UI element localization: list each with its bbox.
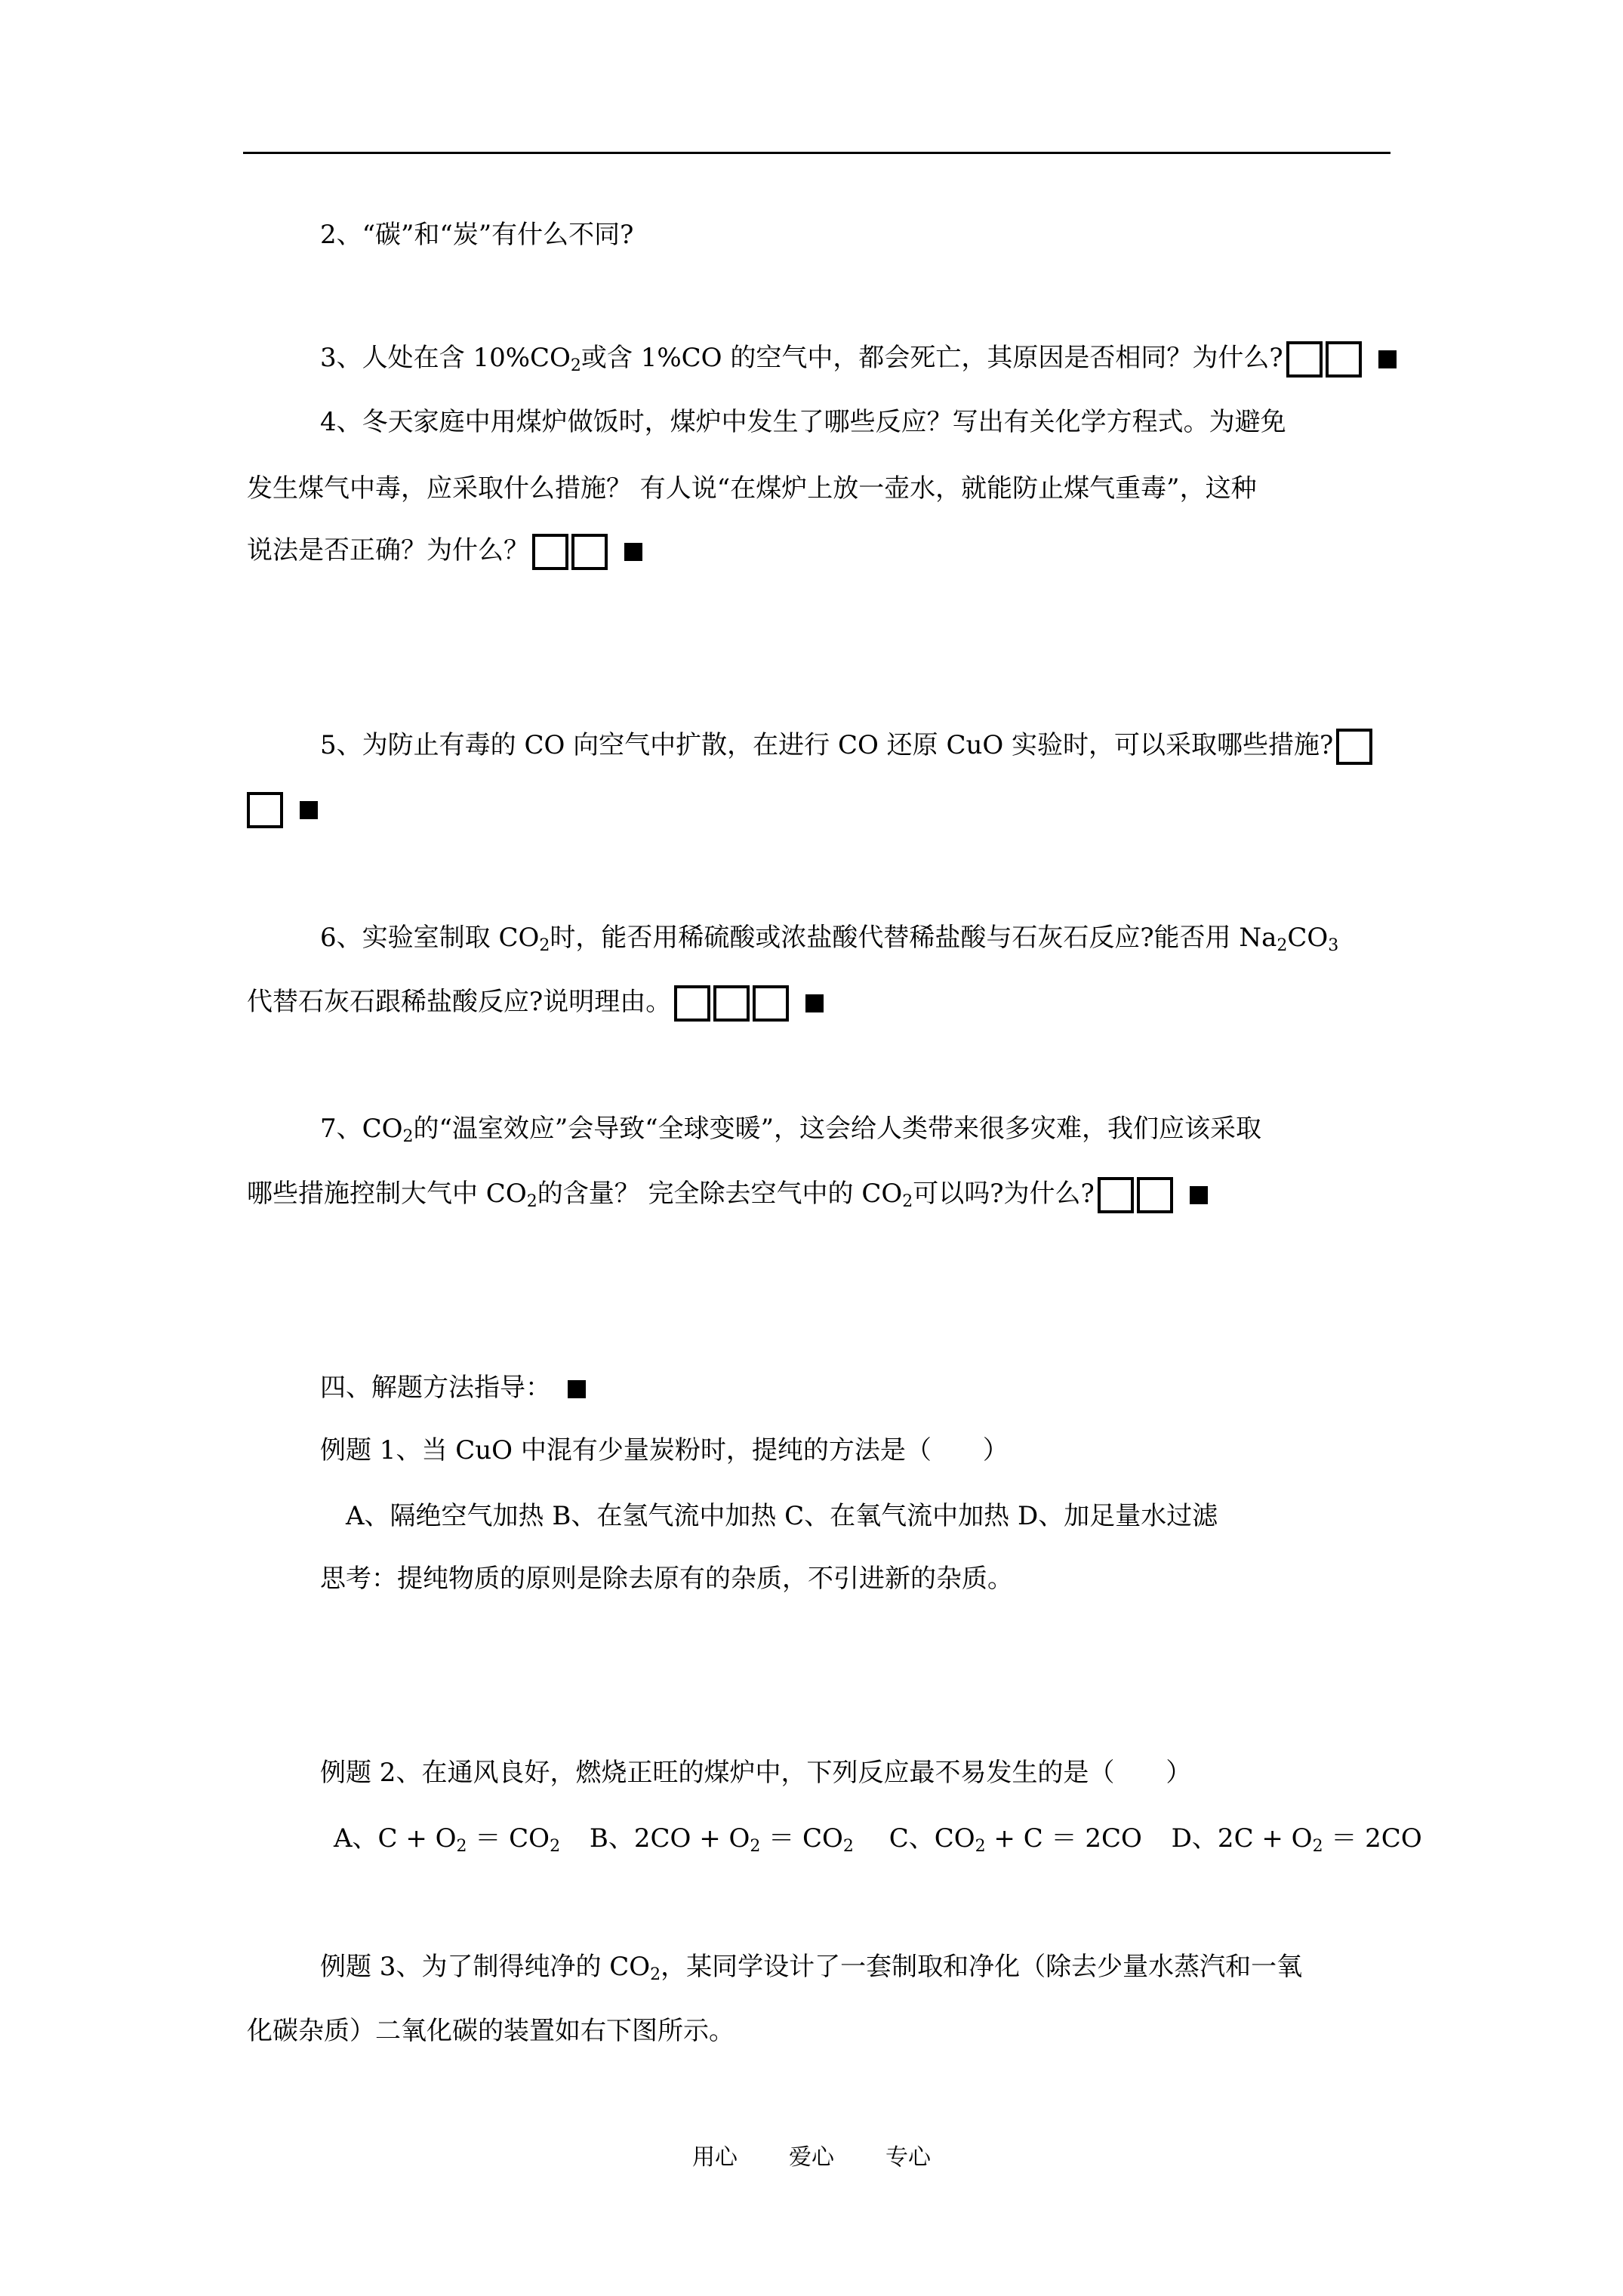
filled-square-icon — [624, 543, 642, 561]
question-7-text-e: 可以吗?为什么? — [913, 1179, 1095, 1209]
question-4-text-2: 发生煤气中毒，应采取什么措施？ 有人说“在煤炉上放一壶水，就能防止煤气重毒”，这种 — [247, 473, 1257, 504]
question-6-text-c: CO — [1287, 923, 1329, 953]
option-a-eq: ＝ CO — [467, 1823, 550, 1854]
answer-box — [674, 985, 710, 1022]
filled-square-icon — [805, 994, 824, 1012]
example-2-question — [320, 1754, 1191, 1792]
question-3-text-a: 3、人处在含 10%CO — [320, 343, 571, 373]
example-3-text-b: ，某同学设计了一套制取和净化（除去少量水蒸汽和一氧 — [661, 1952, 1303, 1982]
question-6-text-a: 6、实验室制取 CO — [320, 923, 540, 953]
subscript: 2 — [750, 1837, 761, 1856]
subscript: 2 — [1312, 1837, 1323, 1856]
question-3 — [320, 339, 1397, 378]
question-2-text: 2、“碳”和“炭”有什么不同? — [320, 220, 634, 250]
question-7-text-b: 的“温室效应”会导致“全球变暖”，这会给人类带来很多灾难，我们应该采取 — [413, 1114, 1262, 1144]
example-1-options-text: A、隔绝空气加热 B、在氢气流中加热 C、在氧气流中加热 D、加足量水过滤 — [346, 1501, 1218, 1531]
subscript: 2 — [1277, 936, 1288, 955]
question-4-line-3 — [247, 532, 642, 570]
question-5-line-1 — [320, 726, 1372, 765]
example-1-think-text: 思考：提纯物质的原则是除去原有的杂质，不引进新的杂质。 — [320, 1564, 1013, 1594]
question-7-line-1 — [320, 1110, 1261, 1148]
subscript: 3 — [1328, 936, 1339, 955]
question-3-text-b: 或含 1%CO 的空气中，都会死亡，其原因是否相同？为什么? — [581, 343, 1283, 373]
subscript: 2 — [550, 1837, 561, 1856]
subscript: 2 — [842, 1837, 854, 1856]
footer-text: 用心 — [692, 2144, 738, 2171]
answer-box — [1326, 341, 1362, 378]
example-1-options — [346, 1497, 1218, 1535]
question-5-line-2 — [247, 790, 318, 828]
question-7-text-d: 的含量？ 完全除去空气中的 CO — [537, 1179, 903, 1209]
question-7-line-2 — [247, 1175, 1208, 1213]
section-4-title: 四、解题方法指导： — [320, 1373, 551, 1403]
option-a — [334, 1823, 560, 1854]
subscript: 2 — [902, 1192, 913, 1211]
option-b-text: B、2CO + O — [589, 1823, 750, 1854]
subscript: 2 — [570, 356, 581, 375]
example-3-text-a: 例题 3、为了制得纯净的 CO — [320, 1952, 651, 1982]
question-4-line-2 — [247, 470, 1257, 507]
option-d-eq: ＝ 2CO — [1323, 1823, 1422, 1854]
answer-box — [1098, 1177, 1134, 1213]
question-4-text-3: 说法是否正确？为什么？ — [247, 535, 529, 566]
footer-text: 专心 — [885, 2144, 931, 2171]
footer-text: 爱心 — [789, 2144, 834, 2171]
example-3-line-2 — [247, 2012, 735, 2050]
answer-box — [571, 534, 608, 570]
option-d — [1172, 1823, 1422, 1854]
filled-square-icon — [1190, 1186, 1208, 1204]
subscript: 2 — [402, 1127, 414, 1146]
question-6-line-1 — [320, 919, 1338, 957]
subscript: 2 — [539, 936, 550, 955]
question-2 — [320, 216, 633, 254]
page-footer — [0, 2143, 1623, 2173]
subscript: 2 — [975, 1837, 986, 1856]
option-d-text: D、2C + O — [1171, 1823, 1313, 1854]
filled-square-icon — [1378, 350, 1397, 368]
example-3-text-2: 化碳杂质）二氧化碳的装置如右下图所示。 — [247, 2016, 735, 2046]
filled-square-icon — [300, 801, 318, 819]
question-6-text-2: 代替石灰石跟稀盐酸反应?说明理由。 — [247, 987, 672, 1017]
question-4-text-1: 4、冬天家庭中用煤炉做饭时，煤炉中发生了哪些反应？写出有关化学方程式。为避免 — [320, 407, 1286, 437]
answer-box — [1137, 1177, 1173, 1213]
option-c-eq: + C ＝ 2CO — [985, 1823, 1142, 1854]
answer-box — [713, 985, 750, 1022]
subscript: 2 — [526, 1192, 537, 1211]
question-5-text: 5、为防止有毒的 CO 向空气中扩散，在进行 CO 还原 CuO 实验时，可以采取哪些措施? — [320, 730, 1334, 760]
example-3-line-1 — [320, 1948, 1302, 1986]
option-c-text: C、CO — [888, 1823, 975, 1854]
answer-box — [532, 534, 568, 570]
filled-square-icon — [568, 1380, 586, 1398]
example-2-text: 例题 2、在通风良好，燃烧正旺的煤炉中，下列反应最不易发生的是（ ） — [320, 1758, 1192, 1788]
option-a-text: A、C + O — [334, 1823, 457, 1854]
subscript: 2 — [650, 1965, 661, 1984]
answer-box — [1336, 729, 1372, 765]
question-7-text-c: 哪些措施控制大气中 CO — [247, 1179, 527, 1209]
example-1-question — [320, 1432, 1009, 1469]
section-4-heading — [320, 1369, 586, 1407]
question-7-text-a: 7、CO — [320, 1114, 403, 1144]
option-b — [590, 1823, 854, 1854]
answer-box — [1286, 341, 1323, 378]
option-c — [889, 1823, 1142, 1854]
option-b-eq: ＝ CO — [760, 1823, 843, 1854]
subscript: 2 — [456, 1837, 467, 1856]
example-1-text: 例题 1、当 CuO 中混有少量炭粉时，提纯的方法是（ ） — [320, 1435, 1009, 1465]
question-6-line-2 — [247, 983, 824, 1022]
question-4-line-1 — [320, 403, 1286, 441]
example-2-options — [334, 1820, 1422, 1857]
example-1-think — [320, 1560, 1013, 1598]
answer-box — [247, 792, 283, 828]
question-6-text-b: 时，能否用稀硫酸或浓盐酸代替稀盐酸与石灰石反应?能否用 Na — [550, 923, 1277, 953]
header-rule — [243, 152, 1390, 154]
answer-box — [753, 985, 789, 1022]
